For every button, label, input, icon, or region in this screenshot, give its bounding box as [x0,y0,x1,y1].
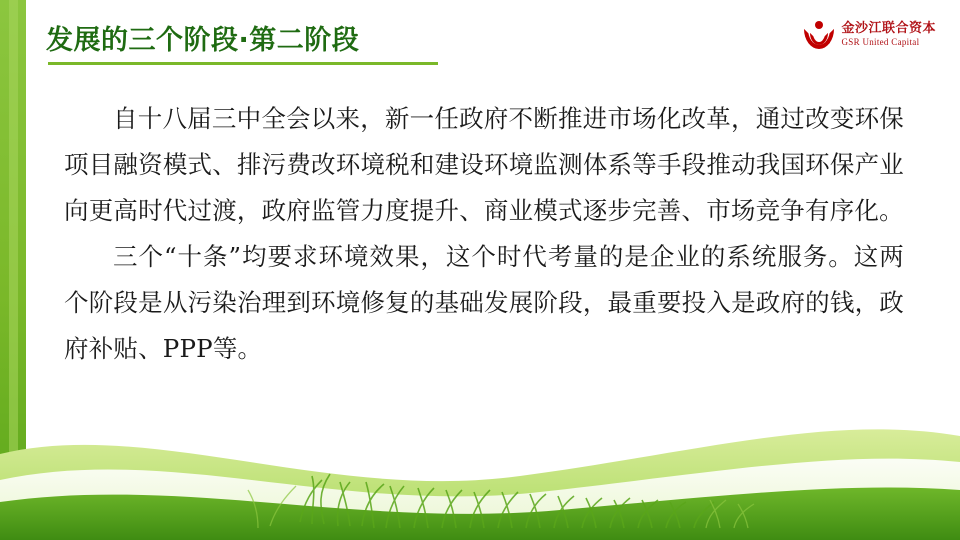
grass-decoration [0,410,960,540]
title-underline [48,62,438,65]
logo-name-cn: 金沙江联合资本 [841,21,936,37]
logo-dot [815,21,823,29]
logo-text-block [841,22,936,47]
body-paragraph-2: 三个“十条”均要求环境效果，这个时代考量的是企业的系统服务。这两个阶段是从污染治理到环境修复的基础发展阶段，最重要投入是政府的钱，政府补贴、PPP等。 [64,242,904,363]
company-logo [804,20,936,50]
page-title: 发展的三个阶段·第二阶段 [46,25,360,56]
wave-logo-icon [804,20,834,50]
slide-header [26,0,960,72]
slide-body [64,96,904,372]
body-paragraph-1: 自十八届三中全会以来，新一任政府不断推进市场化改革，通过改变环保项目融资模式、排污费改环境税和建设环境监测体系等手段推动我国环保产业向更高时代过渡，政府监管力度提升、商业模式逐步完善、市场竞争有序化。 [64,104,904,225]
logo-name-en: GSR United Capital [841,37,920,48]
